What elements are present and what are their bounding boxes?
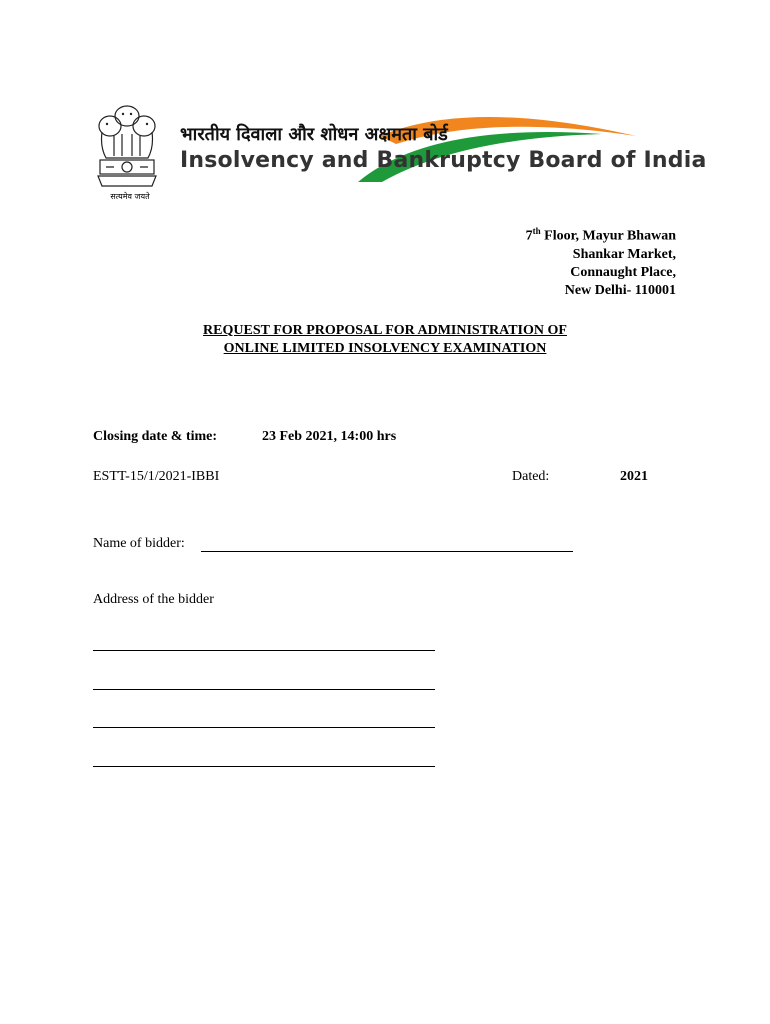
dated-year: 2021 [620, 469, 648, 484]
dated-label: Dated: [512, 469, 550, 484]
document-title [0, 322, 770, 358]
reference-number: ESTT-15/1/2021-IBBI [93, 469, 220, 484]
address-line-1: 7th Floor, Mayur Bhawan [525, 226, 676, 244]
title-line-2: ONLINE LIMITED INSOLVENCY EXAMINATION [223, 341, 547, 356]
address-line-4: New Delhi- 110001 [564, 282, 676, 298]
bidder-address-line-4[interactable] [93, 766, 435, 767]
org-name-english: Insolvency and Bankruptcy Board of India [180, 148, 707, 173]
address-line-2: Shankar Market, [572, 246, 676, 262]
bidder-address-label: Address of the bidder [93, 592, 214, 607]
state-emblem-icon [92, 102, 162, 190]
bidder-address-line-3[interactable] [93, 727, 435, 728]
closing-date-label: Closing date & time: [93, 429, 218, 444]
bidder-name-field[interactable] [201, 551, 573, 552]
title-line-1: REQUEST FOR PROPOSAL FOR ADMINISTRATION OF [203, 323, 567, 338]
bidder-name-label: Name of bidder: [93, 536, 185, 551]
emblem-motto: सत्यमेव जयते [110, 192, 150, 201]
bidder-address-line-2[interactable] [93, 689, 435, 690]
closing-date-value: 23 Feb 2021, 14:00 hrs [262, 429, 397, 444]
org-name-hindi: भारतीय दिवाला और शोधन अक्षमता बोर्ड [180, 124, 448, 145]
office-address [526, 222, 676, 300]
bidder-address-line-1[interactable] [93, 650, 435, 651]
address-line-3: Connaught Place, [570, 264, 676, 280]
